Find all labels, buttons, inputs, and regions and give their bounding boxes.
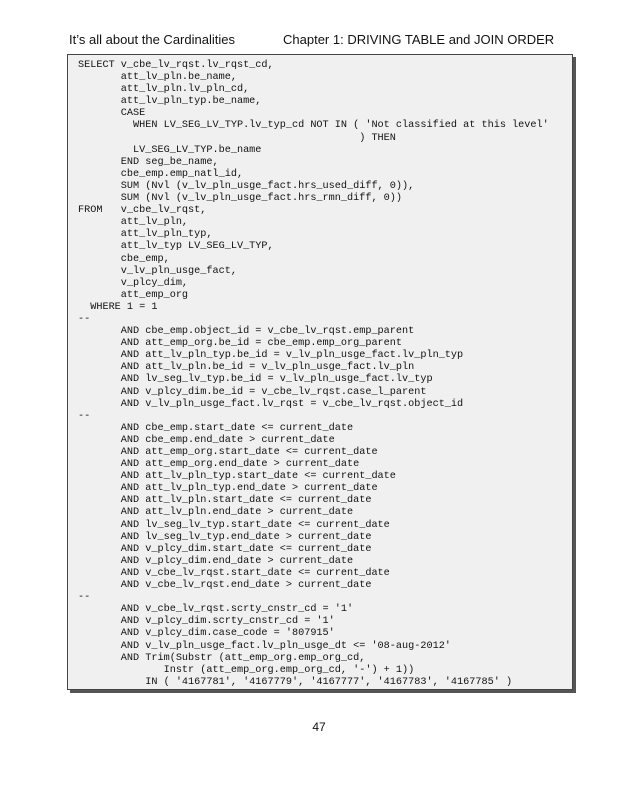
code-line: AND att_lv_pln.be_id = v_lv_pln_usge_fact.lv_pln [78,362,415,374]
code-line: LV_SEG_LV_TYP.be_name [78,144,262,156]
code-line: AND cbe_emp.start_date <= current_date [78,422,354,434]
code-line: AND v_lv_pln_usge_fact.lv_pln_usge_dt <= '08-aug-2012' [78,640,451,652]
code-line: AND v_cbe_lv_rqst.scrty_cnstr_cd = '1' [78,604,354,616]
code-line: AND cbe_emp.end_date > current_date [78,434,335,446]
code-line: AND cbe_emp.object_id = v_cbe_lv_rqst.emp_parent [78,326,415,338]
code-line: AND att_lv_pln_typ.start_date <= current_date [78,471,396,483]
code-line: AND att_emp_org.start_date <= current_date [78,447,378,458]
code-line: cbe_emp, [78,253,170,265]
code-line: AND att_emp_org.be_id = cbe_emp.emp_org_parent [78,338,403,350]
code-line: AND lv_seg_lv_typ.start_date <= current_date [78,519,390,531]
code-line: att_lv_pln_typ, [78,229,213,241]
code-line: AND v_plcy_dim.be_id = v_cbe_lv_rqst.case_l_parent [78,386,427,398]
code-line: SELECT v_cbe_lv_rqst.lv_rqst_cd, [78,60,274,71]
code-line: -- [78,410,91,422]
code-line: AND att_lv_pln_typ.be_id = v_lv_pln_usge_fact.lv_pln_typ [78,350,464,362]
code-line: AND v_plcy_dim.start_date <= current_date [78,543,372,555]
code-line: v_plcy_dim, [78,277,189,289]
code-line: WHEN LV_SEG_LV_TYP.lv_typ_cd NOT IN ( 'Not classified at this level' [78,120,549,132]
code-line: att_lv_pln.lv_pln_cd, [78,84,250,96]
code-line: -- [78,313,91,325]
code-line: AND v_plcy_dim.case_code = '807915' [78,628,335,640]
code-line: AND att_lv_pln_typ.end_date > current_date [78,483,378,495]
code-line: AND att_lv_pln.start_date <= current_date [78,495,372,507]
code-line: att_lv_pln, [78,217,189,229]
code-line: ) THEN [78,132,396,144]
code-line: -- [78,592,91,604]
code-line: AND Trim(Substr (att_emp_org.emp_org_cd, [78,652,366,664]
page-number: 47 [312,720,326,734]
code-line: CASE [78,108,146,120]
code-line: SUM (Nvl (v_lv_pln_usge_fact.hrs_rmn_diff, 0)) [78,193,403,205]
code-line: AND lv_seg_lv_typ.be_id = v_lv_pln_usge_fact.lv_typ [78,374,433,386]
code-line: SUM (Nvl (v_lv_pln_usge_fact.hrs_used_diff, 0)), [78,180,415,192]
code-line: att_emp_org [78,289,189,301]
code-line: AND v_cbe_lv_rqst.start_date <= current_date [78,567,390,579]
code-line: Instr (att_emp_org.emp_org_cd, '-') + 1)) [78,664,415,676]
code-line: AND v_cbe_lv_rqst.end_date > current_date [78,580,372,592]
code-line: IN ( '4167781', '4167779', '4167777', '4167783', '4167785' ) [78,676,513,688]
running-header-chapter: Chapter 1: DRIVING TABLE and JOIN ORDER [283,32,555,47]
sql-code-block [78,60,549,689]
running-header-title: It’s all about the Cardinalities [69,32,235,47]
code-line: WHERE 1 = 1 [78,301,158,313]
code-line: AND att_emp_org.end_date > current_date [78,459,360,471]
code-line: FROM v_cbe_lv_rqst, [78,205,207,217]
code-line: cbe_emp.emp_natl_id, [78,168,244,180]
code-line: v_lv_pln_usge_fact, [78,265,237,277]
code-line: AND v_plcy_dim.end_date > current_date [78,555,354,567]
code-line: AND v_lv_pln_usge_fact.lv_rqst = v_cbe_lv_rqst.object_id [78,398,464,410]
code-line: AND lv_seg_lv_typ.end_date > current_date [78,531,372,543]
code-line: AND att_lv_pln.end_date > current_date [78,507,354,519]
code-line: END seg_be_name, [78,156,219,168]
code-line: AND v_plcy_dim.scrty_cnstr_cd = '1' [78,616,335,628]
code-line: att_lv_pln_typ.be_name, [78,96,262,108]
code-line: att_lv_typ LV_SEG_LV_TYP, [78,241,274,253]
code-line: att_lv_pln.be_name, [78,72,237,84]
